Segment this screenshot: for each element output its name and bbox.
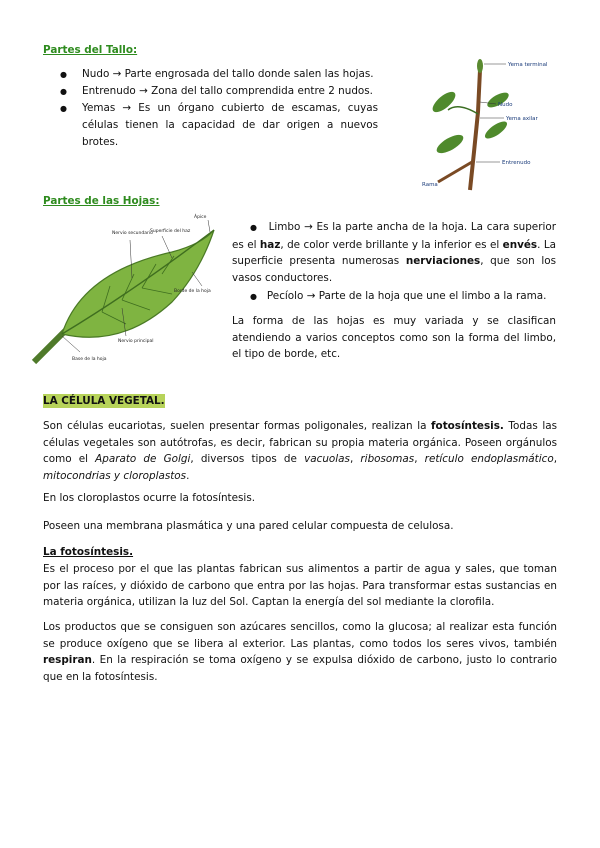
petiole — [34, 330, 66, 362]
stem-list — [60, 66, 378, 151]
label-upper-surface: Superficie del haz — [150, 229, 191, 234]
terminal-bud — [477, 59, 483, 73]
leaf-shape — [434, 131, 466, 156]
stem-branch — [438, 162, 472, 182]
label-terminal-bud: Yema terminal — [508, 62, 548, 68]
leaf-forma-paragraph: La forma de las hojas es muy variada y se clasifican atendiendo a varios conceptos como son la forma del limbo, el tipo de borde, etc. — [232, 315, 556, 360]
leaf-blade — [62, 230, 214, 337]
cell-paragraph-1: Son células eucariotas, suelen presentar formas poligonales, realizan la fotosíntesis. Todas las células vegetales son autótrofas, es decir, fabrican su propia materia orgánica. Poseen orgánulos como el Aparato de Golgi, diversos tipos de vacuolas, ribosomas, retículo endoplasmático, mitocondrias y cloroplastos. — [43, 420, 558, 482]
stem-item-nudo: ● Nudo → Parte engrosada del tallo donde salen las hojas. — [60, 66, 378, 83]
label-node: Nudo — [498, 102, 513, 108]
stem-item-entrenudo: ● Entrenudo → Zona del tallo comprendida entre 2 nudos. — [60, 83, 378, 100]
peciolo-paragraph: ● Pecíolo → Parte de la hoja que une el limbo a la rama. — [250, 290, 547, 302]
stem-item-yemas: ● Yemas → Es un órgano cubierto de escamas, cuyas células tienen la capacidad de dar origen a nuevos brotes. — [60, 100, 378, 151]
label-branch: Rama — [422, 182, 438, 188]
photosynthesis-paragraph-1: Es el proceso por el que las plantas fabrican sus alimentos a partir de agua y sales, que toman por las raíces, y dióxido de carbono que entra por las hojas. Para transformar estas sustancias en materia orgánica, utilizan la luz del Sol. Captan la energía del sol mediante la clorofila. — [43, 563, 557, 608]
label-leaf-margin: Borde de la hoja — [174, 289, 211, 294]
label-leaf-base: Base de la hoja — [72, 357, 107, 362]
photosynthesis-paragraph-2: Los productos que se consiguen son azúcares sencillos, como la glucosa; al realizar esta función se produce oxígeno que se libera al exterior. Las plantas, como todos los seres vivos, también respiran. En la respiración se toma oxígeno y se expulsa dióxido de carbono, justo lo contrario que en la fotosíntesis. — [43, 621, 557, 683]
leaf-shape — [429, 88, 458, 115]
label-main-vein: Nervio principal — [118, 339, 154, 344]
label-secondary-vein: Nervio secundario — [112, 231, 153, 236]
cell-heading: LA CÉLULA VEGETAL. — [43, 395, 165, 407]
label-axillary-bud: Yema axilar — [506, 116, 538, 122]
limbo-paragraph: ● Limbo → Es la parte ancha de la hoja. La cara superior es el haz, de color verde brillante y la inferior es el envés. La superficie presenta numerosas nerviaciones, que son los vasos conductores. — [232, 221, 556, 284]
label-internode: Entrenudo — [502, 160, 531, 166]
stem-trunk — [470, 70, 480, 190]
leaf-text — [232, 219, 556, 363]
leaf-diagram — [22, 212, 222, 372]
cell-paragraph-3: Poseen una membrana plasmática y una pared celular compuesta de celulosa. — [43, 520, 454, 532]
stem-heading: Partes del Tallo: — [43, 44, 138, 56]
photosynthesis-heading: La fotosíntesis. — [43, 546, 134, 558]
label-apex: Ápice — [194, 215, 207, 220]
cell-paragraph-2: En los cloroplastos ocurre la fotosíntesis. — [43, 492, 256, 504]
bullet: ● — [250, 223, 258, 232]
leaf-heading: Partes de las Hojas: — [43, 195, 160, 207]
bullet: ● — [250, 292, 257, 301]
stem-diagram — [408, 52, 568, 192]
